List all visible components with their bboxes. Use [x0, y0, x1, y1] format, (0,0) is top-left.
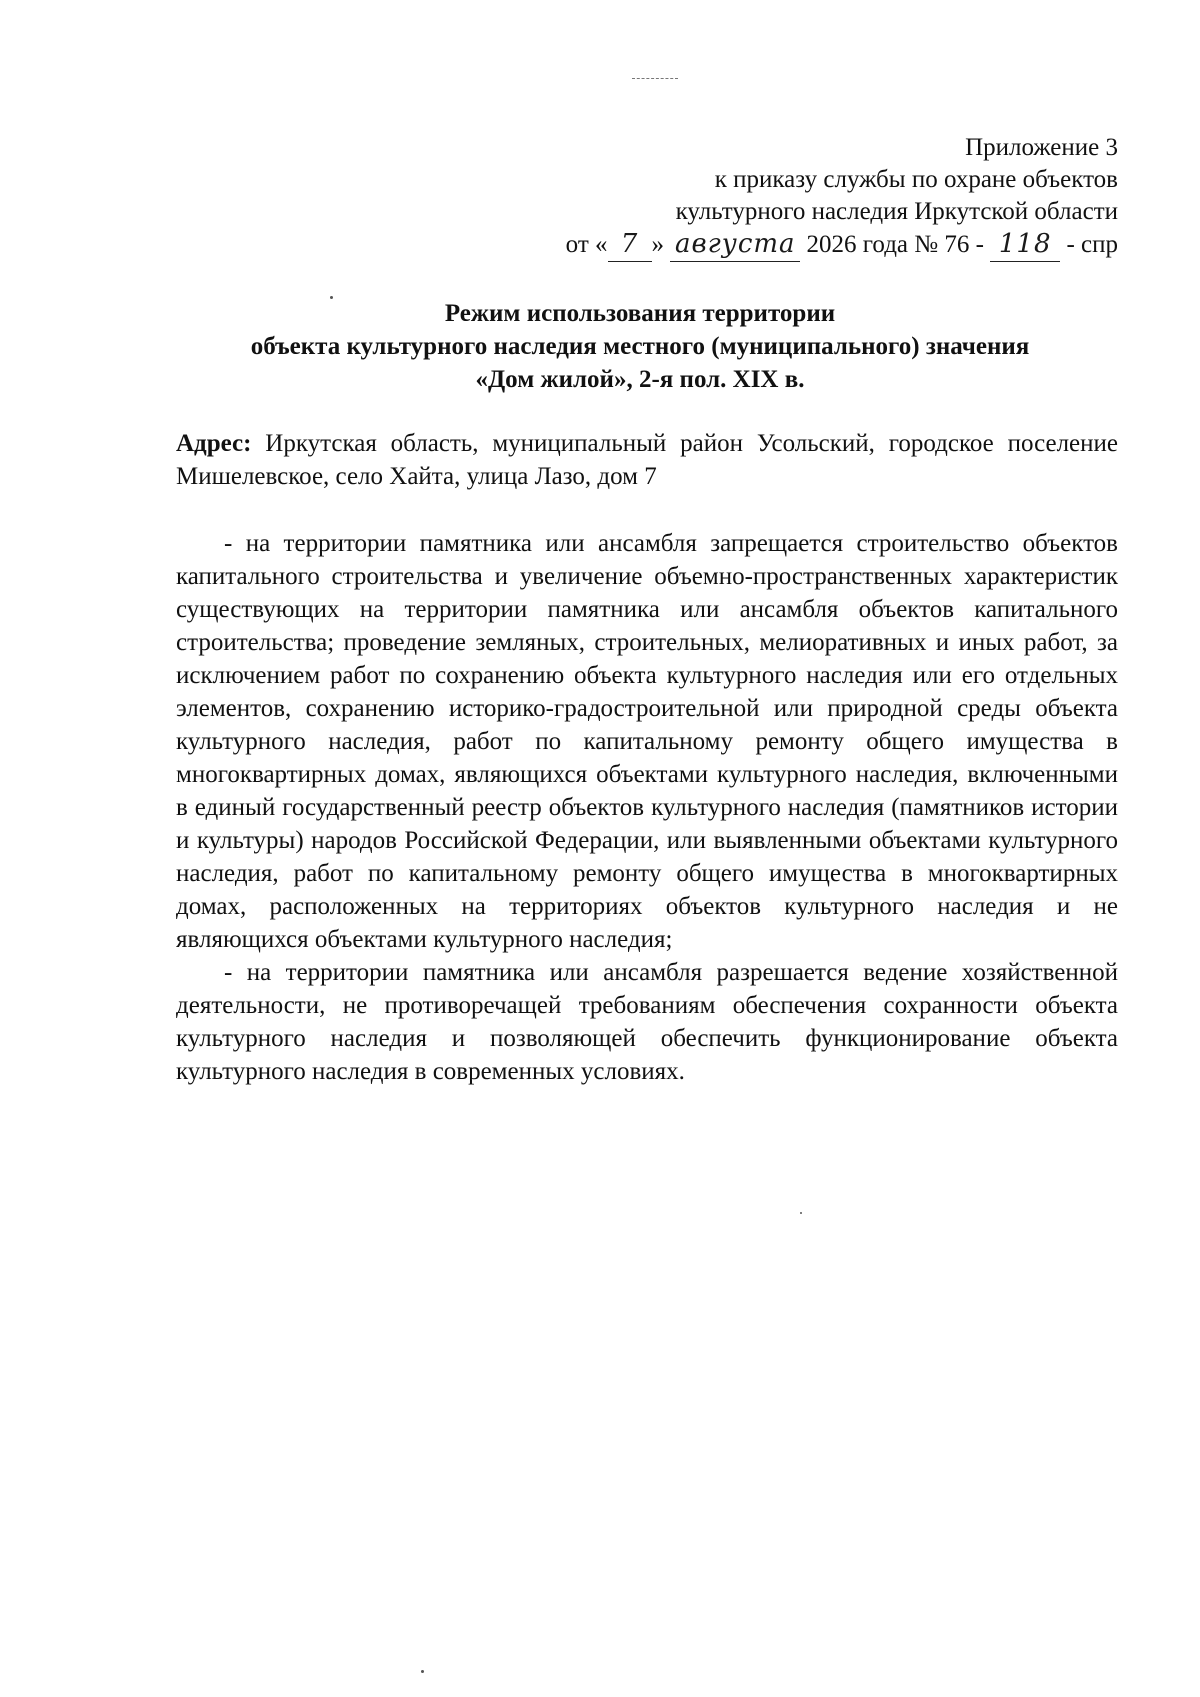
- regime-text: [176, 527, 1118, 1088]
- address-label: Адрес:: [176, 430, 252, 457]
- date-day-field: [608, 228, 652, 262]
- appendix-number: Приложение 3: [965, 134, 1118, 161]
- title-line-2: объекта культурного наследия местного (муниципального) значения: [250, 333, 1030, 360]
- date-day: 7: [620, 229, 639, 259]
- appendix-header: [566, 132, 1118, 262]
- order-suffix: - спр: [1066, 231, 1118, 258]
- title-line-3: «Дом жилой», 2-я пол. XIX в.: [475, 366, 805, 393]
- paragraph-permitted: - на территории памятника или ансамбля разрешается ведение хозяйственной деятельности, не противоречащей требованиям обеспечения сохранности объекта культурного наследия и позволяющей обеспечить функционирование объекта культурного наследия в современных условиях.: [176, 959, 1118, 1085]
- paragraph-prohibited: - на территории памятника или ансамбля запрещается строительство объектов капитального строительства и увеличение объемно-пространственных характеристик существующих на территории памятника или ансамбля объектов капитального строительства; проведение земляных, строительных, мелиоративных и иных работ, за исключением работ по сохранению объекта культурного наследия или его отдельных элементов, сохранению историко-градостроительной или природной среды объекта культурного наследия, работ по капитальному ремонту общего имущества в многоквартирных домах, являющихся объектами культурного наследия, включенными в единый государственный реестр объектов культурного наследия (памятников истории и культуры) народов Российской Федерации, или выявленными объектами культурного наследия, работ по капитальному ремонту общего имущества в многоквартирных домах, расположенных на территориях объектов культурного наследия и не являющихся объектами культурного наследия;: [176, 530, 1118, 953]
- document-title: [120, 297, 1160, 396]
- appendix-authority: культурного наследия Иркутской области: [675, 198, 1118, 225]
- appendix-date-line: [566, 228, 1118, 262]
- date-year: 2026 года № 76 -: [806, 231, 984, 258]
- title-line-1: Режим использования территории: [444, 300, 836, 327]
- order-number-field: [990, 228, 1060, 262]
- date-prefix: от «: [565, 231, 608, 258]
- scan-speck: [800, 1212, 802, 1214]
- order-number: 118: [998, 229, 1052, 259]
- scan-mark: [632, 78, 678, 79]
- address-text: Иркутская область, муниципальный район Усольский, городское поселение Мишелевское, село Хайта, улица Лазо, дом 7: [176, 430, 1119, 490]
- address-block: [176, 427, 1118, 493]
- date-month: августа: [674, 229, 796, 259]
- date-day-suffix: »: [651, 231, 665, 258]
- appendix-order-ref: к приказу службы по охране объектов: [714, 166, 1118, 193]
- date-month-field: [670, 228, 800, 262]
- scan-speck: [421, 1670, 424, 1673]
